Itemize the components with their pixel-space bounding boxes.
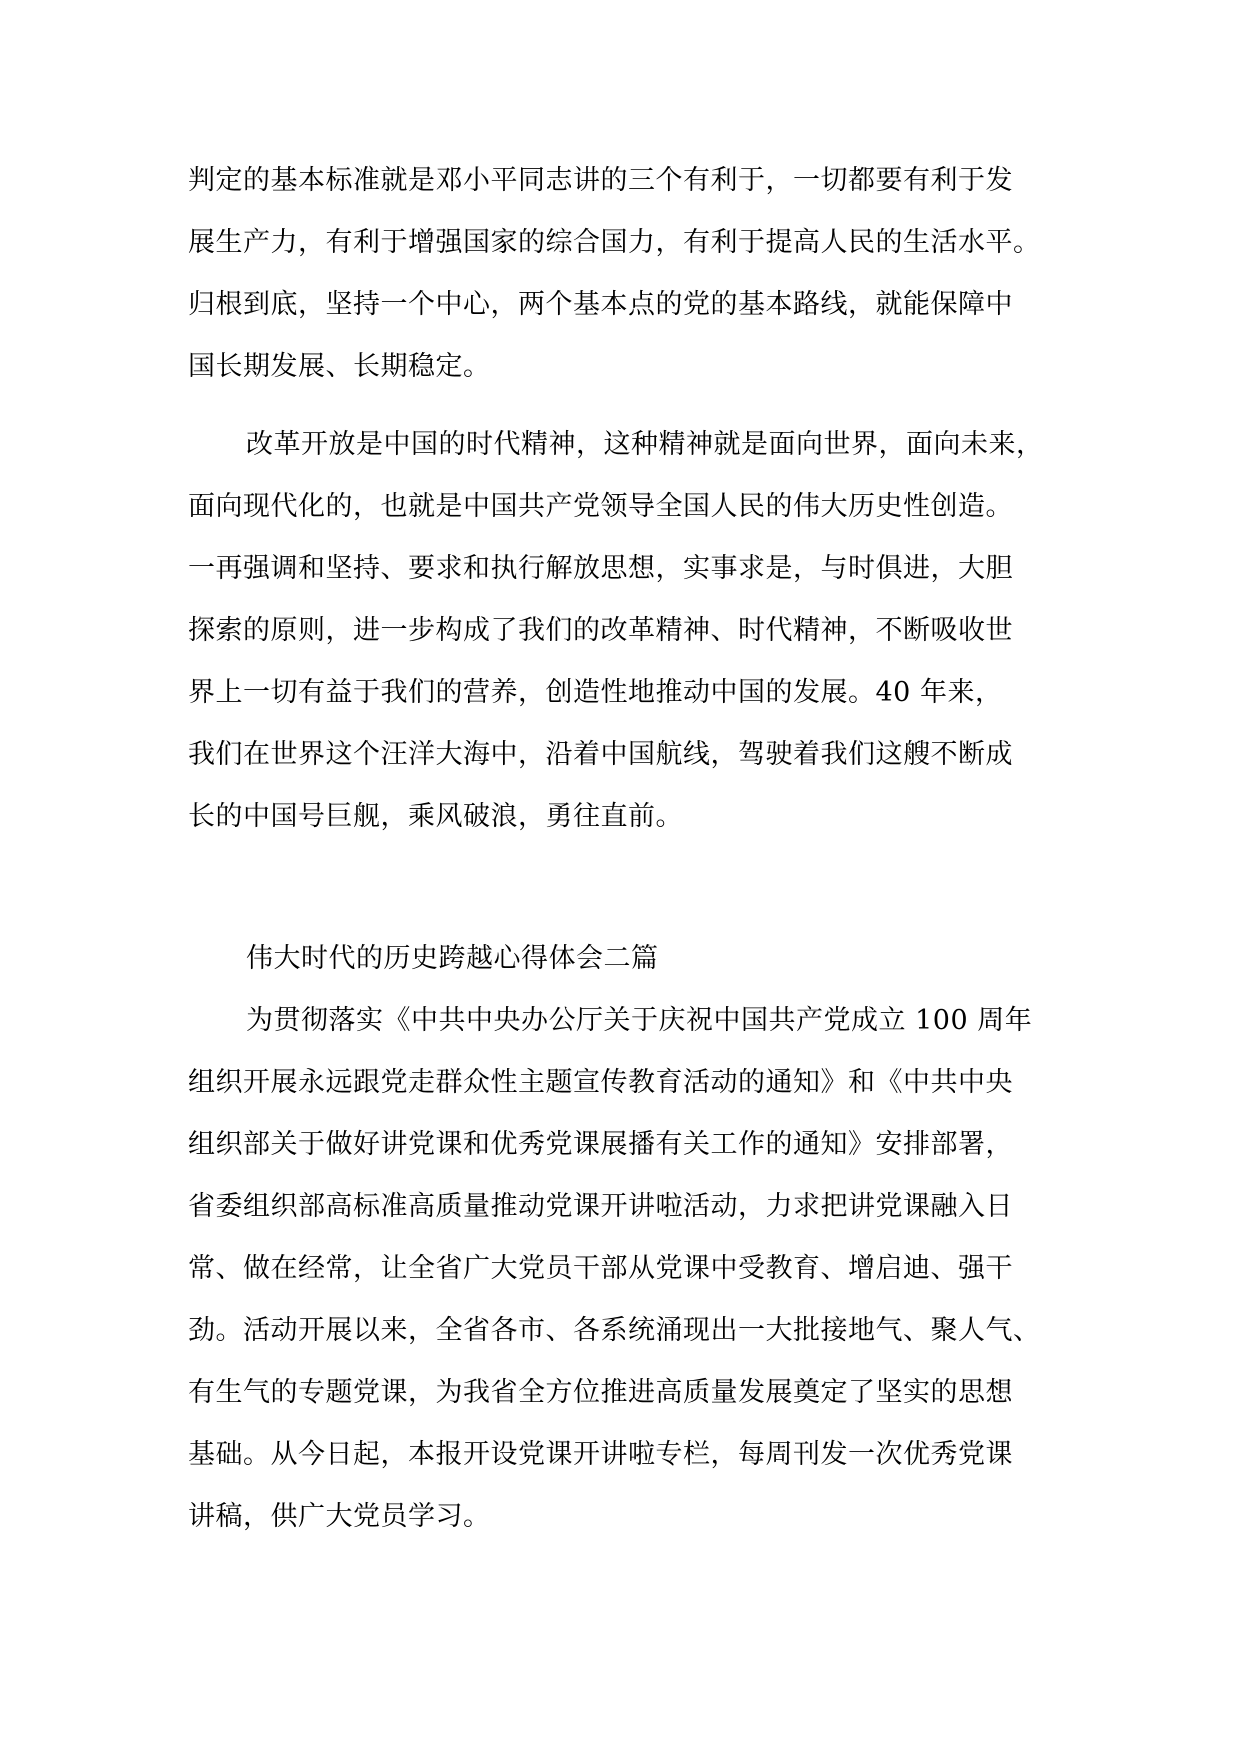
paragraph-line: 基础。从今日起，本报开设党课开讲啦专栏，每周刊发一次优秀党课	[188, 1439, 1013, 1470]
paragraph-line: 组织开展永远跟党走群众性主题宣传教育活动的通知》和《中共中央	[188, 1067, 1013, 1098]
paragraph-line: 界上一切有益于我们的营养，创造性地推动中国的发展。40 年来，	[188, 677, 1003, 708]
paragraph-line: 展生产力，有利于增强国家的综合国力，有利于提高人民的生活水平。	[188, 227, 1041, 258]
paragraph-3	[188, 990, 1068, 1548]
paragraph-line: 组织部关于做好讲党课和优秀党课展播有关工作的通知》安排部署，	[188, 1129, 1013, 1160]
paragraph-line: 长的中国号巨舰，乘风破浪，勇往直前。	[188, 801, 683, 832]
paragraph-line: 归根到底，坚持一个中心，两个基本点的党的基本路线，就能保障中	[188, 289, 1013, 320]
paragraph-line: 国长期发展、长期稳定。	[188, 351, 491, 382]
section-heading-text: 伟大时代的历史跨越心得体会二篇	[246, 943, 659, 974]
paragraph-line: 探索的原则，进一步构成了我们的改革精神、时代精神，不断吸收世	[188, 615, 1013, 646]
paragraph-1	[188, 150, 1068, 398]
section-heading	[188, 928, 1068, 990]
paragraph-line: 为贯彻落实《中共中央办公厅关于庆祝中国共产党成立 100 周年	[246, 1005, 1033, 1036]
paragraph-line: 常、做在经常，让全省广大党员干部从党课中受教育、增启迪、强干	[188, 1253, 1013, 1284]
paragraph-line: 改革开放是中国的时代精神，这种精神就是面向世界，面向未来，	[246, 429, 1044, 460]
paragraph-line: 有生气的专题党课，为我省全方位推进高质量发展奠定了坚实的思想	[188, 1377, 1013, 1408]
paragraph-line: 我们在世界这个汪洋大海中，沿着中国航线，驾驶着我们这艘不断成	[188, 739, 1013, 770]
paragraph-line: 一再强调和坚持、要求和执行解放思想，实事求是，与时俱进，大胆	[188, 553, 1013, 584]
paragraph-2	[188, 414, 1068, 848]
paragraph-line: 劲。活动开展以来，全省各市、各系统涌现出一大批接地气、聚人气、	[188, 1315, 1041, 1346]
paragraph-line: 判定的基本标准就是邓小平同志讲的三个有利于，一切都要有利于发	[188, 165, 1013, 196]
paragraph-line: 讲稿，供广大党员学习。	[188, 1501, 491, 1532]
paragraph-line: 省委组织部高标准高质量推动党课开讲啦活动，力求把讲党课融入日	[188, 1191, 1013, 1222]
paragraph-line: 面向现代化的，也就是中国共产党领导全国人民的伟大历史性创造。	[188, 491, 1013, 522]
